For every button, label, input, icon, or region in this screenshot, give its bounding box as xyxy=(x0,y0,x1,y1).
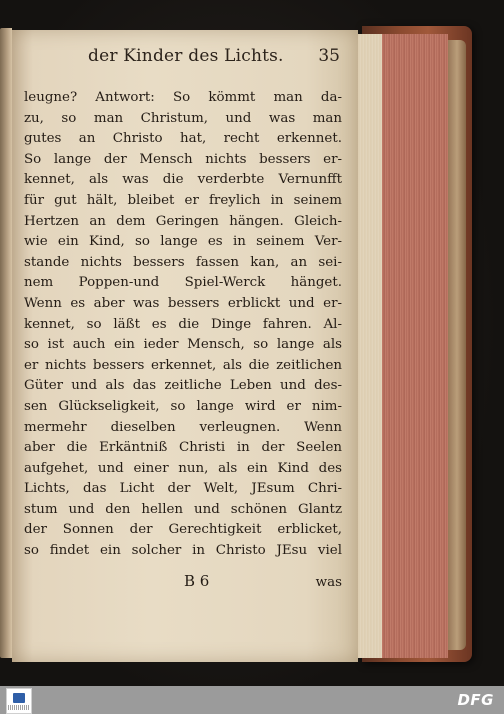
text-line: Lichts, das Licht der Welt, JEsum Chri- xyxy=(24,481,342,497)
dfg-logo[interactable]: DFG xyxy=(457,691,494,709)
running-head xyxy=(40,46,340,72)
footer-bar xyxy=(0,686,504,714)
catchword: was xyxy=(315,575,342,590)
text-line: nem Poppen-und Spiel-Werck hänget. xyxy=(24,275,342,291)
text-line: sen Glückseligkeit, so lange wird er nim- xyxy=(24,398,342,414)
body-text xyxy=(24,88,342,562)
page-block-leaves xyxy=(356,34,382,658)
text-line: so ist auch ein ieder Mensch, so lange als xyxy=(24,337,342,353)
library-logo-icon[interactable] xyxy=(6,688,32,714)
text-line: so findet ein solcher in Christo JEsu viel xyxy=(24,543,342,559)
text-line: er nichts bessers erkennet, als die zeitlichen xyxy=(24,357,342,373)
text-line: kennet, als was die verderbte Vernunfft xyxy=(24,172,342,188)
book-page xyxy=(12,30,358,662)
text-line: So lange der Mensch nichts bessers er- xyxy=(24,151,342,167)
text-line: gutes an Christo hat, recht erkennet. xyxy=(24,131,342,147)
text-line: für gut hält, bleibet er freylich in seinem xyxy=(24,192,342,208)
library-logo-caption xyxy=(8,705,30,710)
page-number: 35 xyxy=(318,46,340,66)
text-line: Wenn es aber was bessers erblickt und er- xyxy=(24,295,342,311)
text-line: aufgehet, und einer nun, als ein Kind des xyxy=(24,460,342,476)
text-line: aber die Erkäntniß Christi in der Seelen xyxy=(24,440,342,456)
text-line: Hertzen an dem Geringen hängen. Gleich- xyxy=(24,213,342,229)
facing-page-edge xyxy=(0,28,12,658)
text-line: leugne? Antwort: So kömmt man da- xyxy=(24,90,342,105)
catchline xyxy=(24,572,342,594)
text-line: wie ein Kind, so lange es in seinem Ver- xyxy=(24,234,342,250)
cover-board-edge xyxy=(448,40,466,650)
text-line: mermehr dieselben verleugnen. Wenn xyxy=(24,419,342,435)
text-line: kennet, so läßt es die Dinge fahren. Al- xyxy=(24,316,342,332)
signature-mark: B 6 xyxy=(184,572,210,590)
text-line: stande nichts bessers fassen kan, an sei- xyxy=(24,254,342,270)
library-logo-mark xyxy=(13,693,25,703)
running-head-title: der Kinder des Lichts. xyxy=(88,46,284,66)
text-line: stum und den hellen und schönen Glantz xyxy=(24,501,342,517)
text-line: zu, so man Christum, und was man xyxy=(24,110,342,126)
text-line: der Sonnen der Gerechtigkeit erblicket, xyxy=(24,522,342,538)
text-line: Güter und als das zeitliche Leben und des- xyxy=(24,378,342,394)
